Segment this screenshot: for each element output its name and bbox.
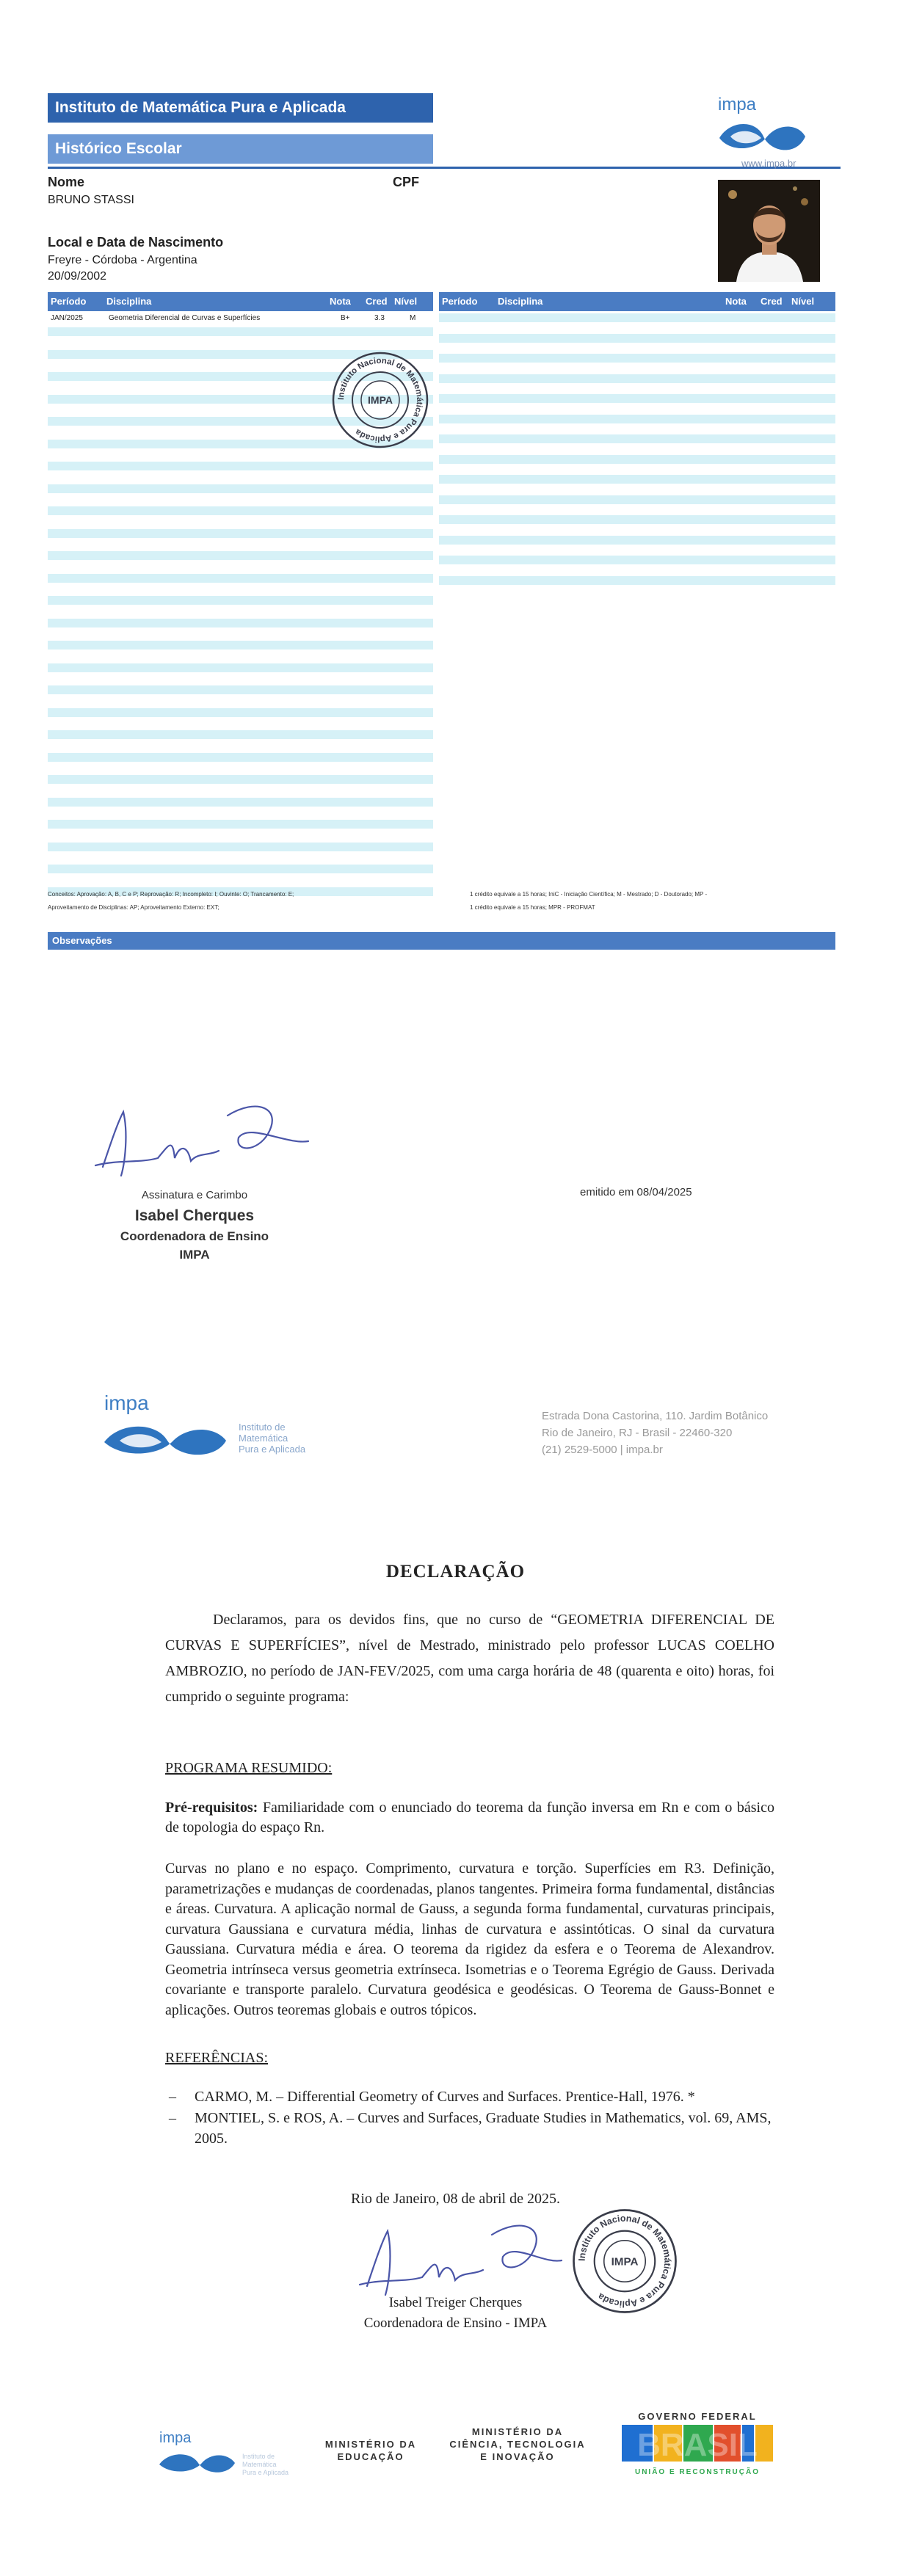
table-row-stripe	[48, 506, 433, 515]
footer-mec-1: MINISTÉRIO DA	[324, 2439, 417, 2450]
col-grade-right: Nota	[725, 296, 747, 307]
decl-logo-caption-2: Matemática	[239, 1433, 288, 1444]
decl-logo-caption	[239, 1422, 305, 1455]
table-row-stripe	[439, 313, 835, 322]
table-row-stripe	[48, 663, 433, 672]
footer-mcti-2: CIÊNCIA, TECNOLOGIA	[449, 2439, 586, 2450]
table-row-stripe	[48, 641, 433, 650]
footer-impa-caption	[242, 2453, 288, 2477]
declaration-intro: Declaramos, para os devidos fins, que no curso de “GEOMETRIA DIFERENCIAL DE CURVAS E SUPERFÍCIES”, nível de Mestrado, ministrado pelo professor LUCAS COELHO AMBROZIO, no período de JAN-FEV/2025, com uma carga horária de 48 (quarenta e oito) horas, foi cumprido o seguinte programa:	[165, 1612, 774, 1705]
seal-ring-text-declaration: Instituto Nacional de Matemática Pura e Aplicada	[576, 2213, 673, 2310]
references-heading: REFERÊNCIAS:	[165, 2050, 269, 2066]
footer-impa-text: impa	[159, 2430, 192, 2446]
prereq-text: Familiaridade com o enunciado do teorema da função inversa em Rn e com o básico de topologia do espaço Rn.	[165, 1800, 774, 1835]
student-photo	[718, 180, 820, 282]
table-row-stripe	[439, 334, 835, 343]
col-grade: Nota	[330, 296, 351, 307]
impa-logo-declaration	[101, 1391, 233, 1464]
reference-item: – MONTIEL, S. e ROS, A. – Curves and Surfaces, Graduate Studies in Mathematics, vol. 69, AMS, 2005.	[165, 2108, 774, 2149]
table-row-stripe	[439, 576, 835, 585]
table-row-stripe	[439, 536, 835, 545]
impa-seal	[329, 349, 432, 451]
gov-word: BRASIL	[637, 2427, 758, 2463]
decl-logo-caption-1: Instituto de	[239, 1422, 286, 1433]
course-credits: 3.3	[374, 314, 385, 322]
table-row-stripe	[48, 484, 433, 493]
table-row-stripe	[439, 475, 835, 484]
table-row-stripe	[48, 619, 433, 627]
brasil-wordmark	[620, 2422, 774, 2464]
program-text: Curvas no plano e no espaço. Comprimento, curvatura e torção. Superfícies em R3. Definição, parametrizações e mudanças de coordenadas, planos tangentes. Primeira forma fundamental, distâncias e áreas. Curvatura. A aplicação normal de Gauss, a segunda forma fundamental, curvaturas principais, curvatura Gaussiana e curvatura média, linhas de curvatura e assintóticas. O sinal da curvatura Gaussiana. Curvatura média e área. O teorema da rigidez da esfera e o Teorema de Alexandrov. Geometria intrínseca versus geometria extrínseca. Isometrias e o Teorema Egrégio de Gauss. Derivada covariante e transporte paralelo. Curvatura geodésica e geodésicas. O Teorema de Gauss-Bonnet e aplicações. Outros teoremas globais e outros tópicos.	[165, 1860, 774, 2018]
credit-legend-2: 1 crédito equivale a 15 horas; MPR - PROFMAT	[470, 904, 595, 911]
course-level: M	[410, 314, 416, 322]
col-level-right: Nível	[791, 296, 815, 307]
grade-legend-2: Aproveitamento de Disciplinas: AP; Aproveitamento Externo: EXT;	[48, 904, 219, 911]
institute-title: Instituto de Matemática Pura e Aplicada	[48, 93, 433, 123]
footer-impa-caption-3: Pura e Aplicada	[242, 2469, 289, 2476]
cpf-label: CPF	[393, 175, 419, 189]
footer-impa-logo	[158, 2429, 239, 2481]
footer-mec	[308, 2438, 433, 2463]
table-row-stripe	[48, 843, 433, 851]
table-header-left	[48, 292, 433, 311]
reference-1: CARMO, M. – Differential Geometry of Curves and Surfaces. Prentice-Hall, 1976. *	[195, 2089, 695, 2105]
document-title: Histórico Escolar	[48, 134, 433, 164]
col-discipline-right: Disciplina	[498, 296, 543, 307]
credit-legend-1: 1 crédito equivale a 15 horas; IniC - Iniciação Científica; M - Mestrado; D - Doutorado; MP -	[470, 891, 708, 898]
seal-center-declaration: IMPA	[611, 2255, 639, 2268]
table-row-stripe	[48, 708, 433, 717]
impa-url: www.impa.br	[741, 158, 796, 169]
col-period: Período	[51, 296, 87, 307]
table-row-stripe	[48, 730, 433, 739]
gov-bottom-text: UNIÃO E RECONSTRUÇÃO	[634, 2468, 760, 2476]
table-row-stripe	[439, 434, 835, 443]
table-row-stripe	[439, 374, 835, 383]
table-row-stripe	[439, 556, 835, 564]
col-credits: Cred	[366, 296, 388, 307]
col-period-right: Período	[442, 296, 478, 307]
table-row-stripe	[48, 820, 433, 829]
table-row-stripe	[48, 462, 433, 470]
col-discipline: Disciplina	[106, 296, 152, 307]
col-level: Nível	[394, 296, 418, 307]
address-line-2: Rio de Janeiro, RJ - Brasil - 22460-320	[542, 1427, 733, 1439]
table-header-right	[439, 292, 835, 311]
birth-date: 20/09/2002	[48, 270, 107, 283]
signatory-role: Coordenadora de Ensino	[120, 1229, 269, 1243]
grade-legend-1: Conceitos: Aprovação: A, B, C e P; Reprovação: R; Incompleto: I; Ouvinte: O; Trancamento: E;	[48, 891, 294, 898]
table-row-stripe	[48, 327, 433, 336]
name-value: BRUNO STASSI	[48, 194, 134, 206]
table-row-stripe	[439, 515, 835, 524]
signatory-org: IMPA	[179, 1248, 210, 1262]
gov-top-text: GOVERNO FEDERAL	[638, 2411, 757, 2422]
table-row-stripe	[439, 495, 835, 504]
declaration-title: DECLARAÇÃO	[385, 1562, 526, 1582]
declaration-signatory-role: Coordenadora de Ensino - IMPA	[363, 2315, 548, 2331]
birth-place: Freyre - Córdoba - Argentina	[48, 254, 197, 266]
seal-center: IMPA	[368, 394, 393, 406]
seal-ring-text: Instituto Nacional de Matemática Pura e Aplicada	[336, 356, 424, 444]
table-row-stripe	[48, 685, 433, 694]
name-label: Nome	[48, 175, 85, 189]
table-row-stripe	[48, 551, 433, 560]
table-row-stripe	[48, 596, 433, 605]
footer-mcti-1: MINISTÉRIO DA	[471, 2426, 564, 2437]
table-row-stripe	[48, 529, 433, 538]
prerequisites	[165, 1798, 774, 1838]
decl-logo-text: impa	[104, 1391, 149, 1414]
decl-logo-caption-3: Pura e Aplicada	[239, 1444, 306, 1455]
place-date: Rio de Janeiro, 08 de abril de 2025.	[351, 2191, 560, 2207]
program-heading: PROGRAMA RESUMIDO:	[165, 1760, 333, 1776]
col-credits-right: Cred	[761, 296, 783, 307]
prereq-label: Pré-requisitos:	[165, 1800, 258, 1816]
handwritten-signature	[88, 1094, 316, 1189]
impa-logo-text: impa	[718, 95, 757, 114]
declaration-signatory-name: Isabel Treiger Cherques	[388, 2295, 523, 2310]
table-row-stripe	[48, 753, 433, 762]
footer-mcti-3: E INOVAÇÃO	[480, 2451, 555, 2462]
footer-mcti	[433, 2426, 602, 2463]
observations-bar: Observações	[48, 932, 835, 950]
course-grade: B+	[341, 314, 350, 322]
signature-caption: Assinatura e Carimbo	[141, 1189, 248, 1201]
governo-federal-logo	[620, 2411, 774, 2476]
table-row-stripe	[48, 775, 433, 784]
reference-2: MONTIEL, S. e ROS, A. – Curves and Surfaces, Graduate Studies in Mathematics, vol. 69, AMS, 2005.	[195, 2110, 772, 2147]
course-discipline: Geometria Diferencial de Curvas e Superfícies	[109, 314, 261, 322]
address-line-1: Estrada Dona Castorina, 110. Jardim Botânico	[542, 1410, 769, 1422]
table-row-stripe	[48, 865, 433, 873]
reference-item: – CARMO, M. – Differential Geometry of Curves and Surfaces. Prentice-Hall, 1976. *	[165, 2086, 774, 2107]
address-line-3: (21) 2529-5000 | impa.br	[542, 1444, 663, 1456]
course-period: JAN/2025	[51, 314, 83, 322]
footer-impa-caption-1: Instituto de	[242, 2453, 275, 2460]
table-row-stripe	[48, 798, 433, 807]
table-row-stripe	[439, 455, 835, 464]
handwritten-signature-declaration	[352, 2213, 565, 2304]
table-row-stripe	[439, 415, 835, 423]
issued-date: emitido em 08/04/2025	[580, 1186, 692, 1198]
table-row-stripe	[439, 354, 835, 363]
signatory-name: Isabel Cherques	[134, 1207, 255, 1224]
address-block	[542, 1408, 768, 1458]
footer-mec-2: EDUCAÇÃO	[337, 2451, 404, 2462]
table-row-stripe	[48, 574, 433, 583]
footer-impa-caption-2: Matemática	[242, 2461, 277, 2468]
table-row-stripe	[439, 394, 835, 403]
birth-label: Local e Data de Nascimento	[48, 235, 224, 250]
